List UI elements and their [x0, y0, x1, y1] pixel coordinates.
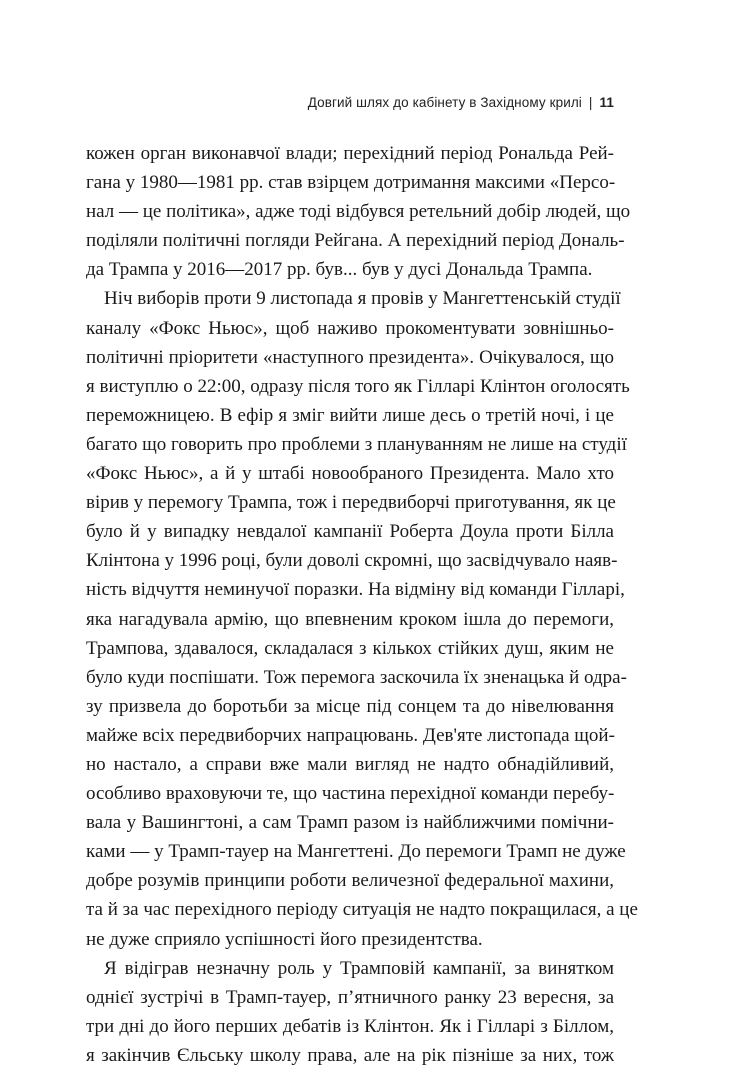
body-text	[86, 139, 638, 1070]
text-line: гана у 1980—1981 рр. став взірцем дотримання максими «Персо-	[86, 172, 616, 194]
paragraph	[86, 139, 631, 284]
text-line: переможницею. В ефір я зміг вийти лише десь о третій ночі, і це	[86, 404, 614, 426]
text-line: однієї зустрічі в Трамп-тауер, п’ятничного ранку 23 вересня, за	[86, 986, 614, 1008]
text-line: «Фокс Ньюс», а й у штабі новообраного Президента. Мало хто	[86, 463, 614, 485]
paragraph	[86, 954, 614, 1070]
paragraph	[86, 284, 638, 953]
running-title: Довгий шлях до кабінету в Західному крилі	[307, 95, 582, 110]
text-line: каналу «Фокс Ньюс», щоб наживо прокоментувати зовнішньо-	[86, 317, 614, 339]
text-line: було й у випадку невдалої кампанії Роберта Доула проти Білла	[86, 521, 614, 543]
text-line: ність відчуття неминучої поразки. На відміну від команди Гілларі,	[86, 579, 625, 601]
text-line: Я відіграв незначну роль у Трамповій кампанії, за винятком	[104, 957, 614, 979]
text-line: особливо враховуючи те, що частина перехідної команди перебу-	[86, 783, 615, 805]
text-line: вала у Вашингтоні, а сам Трамп разом із найближчими помічни-	[86, 812, 614, 834]
text-line: три дні до його перших дебатів із Клінтон. Як і Гілларі з Біллом,	[86, 1015, 614, 1037]
text-line: не дуже сприяло успішності його президентства.	[86, 928, 483, 950]
text-line: добре розумів принципи роботи величезної федеральної махини,	[86, 870, 614, 892]
text-line: нал — це політика», адже тоді відбувся ретельний добір людей, що	[86, 201, 631, 223]
text-line: я закінчив Єльську школу права, але на рік пізніше за них, тож	[86, 1044, 614, 1066]
running-header	[308, 95, 614, 110]
text-line: політичні пріоритети «наступного президента». Очікувалося, що	[86, 346, 614, 368]
text-line: Клінтона у 1996 році, були доволі скромні, що засвідчувало наяв-	[86, 550, 618, 572]
page-number: 11	[599, 95, 614, 110]
text-line: вірив у перемогу Трампа, тож і передвиборчі приготування, як це	[86, 492, 616, 514]
text-line: ками — у Трамп-тауер на Мангеттені. До перемоги Трамп не дуже	[86, 841, 626, 863]
text-line: багато що говорить про проблеми з плануванням не лише на студії	[86, 433, 627, 455]
text-line: майже всіх передвиборчих напрацювань. Дев'яте листопада щой-	[86, 724, 615, 746]
text-line: но настало, а справи вже мали вигляд не надто обнадійливий,	[86, 753, 614, 775]
text-line: було куди поспішати. Тож перемога заскочила їх зненацька й одра-	[86, 666, 627, 688]
text-line: та й за час перехідного періоду ситуація не надто покращилася, а це	[86, 899, 638, 921]
text-line: да Трампа у 2016—2017 рр. був... був у дусі Дональда Трампа.	[86, 259, 593, 281]
text-line: поділяли політичні погляди Рейгана. А перехідний період Дональ-	[86, 230, 625, 252]
text-line: я виступлю о 22:00, одразу після того як Гілларі Клінтон оголосять	[86, 375, 630, 397]
text-line: Трампова, здавалося, складалася з кількох стійких душ, яким не	[86, 637, 614, 659]
text-line: Ніч виборів проти 9 листопада я провів у Мангеттенській студії	[104, 288, 621, 310]
text-line: зу призвела до боротьби за місце під сонцем та до нівелювання	[86, 695, 614, 717]
text-line: кожен орган виконавчої влади; перехідний період Рональда Рей-	[86, 143, 614, 164]
header-separator: |	[588, 95, 593, 110]
text-line: яка нагадувала армію, що впевненим кроком ішла до перемоги,	[86, 608, 614, 630]
